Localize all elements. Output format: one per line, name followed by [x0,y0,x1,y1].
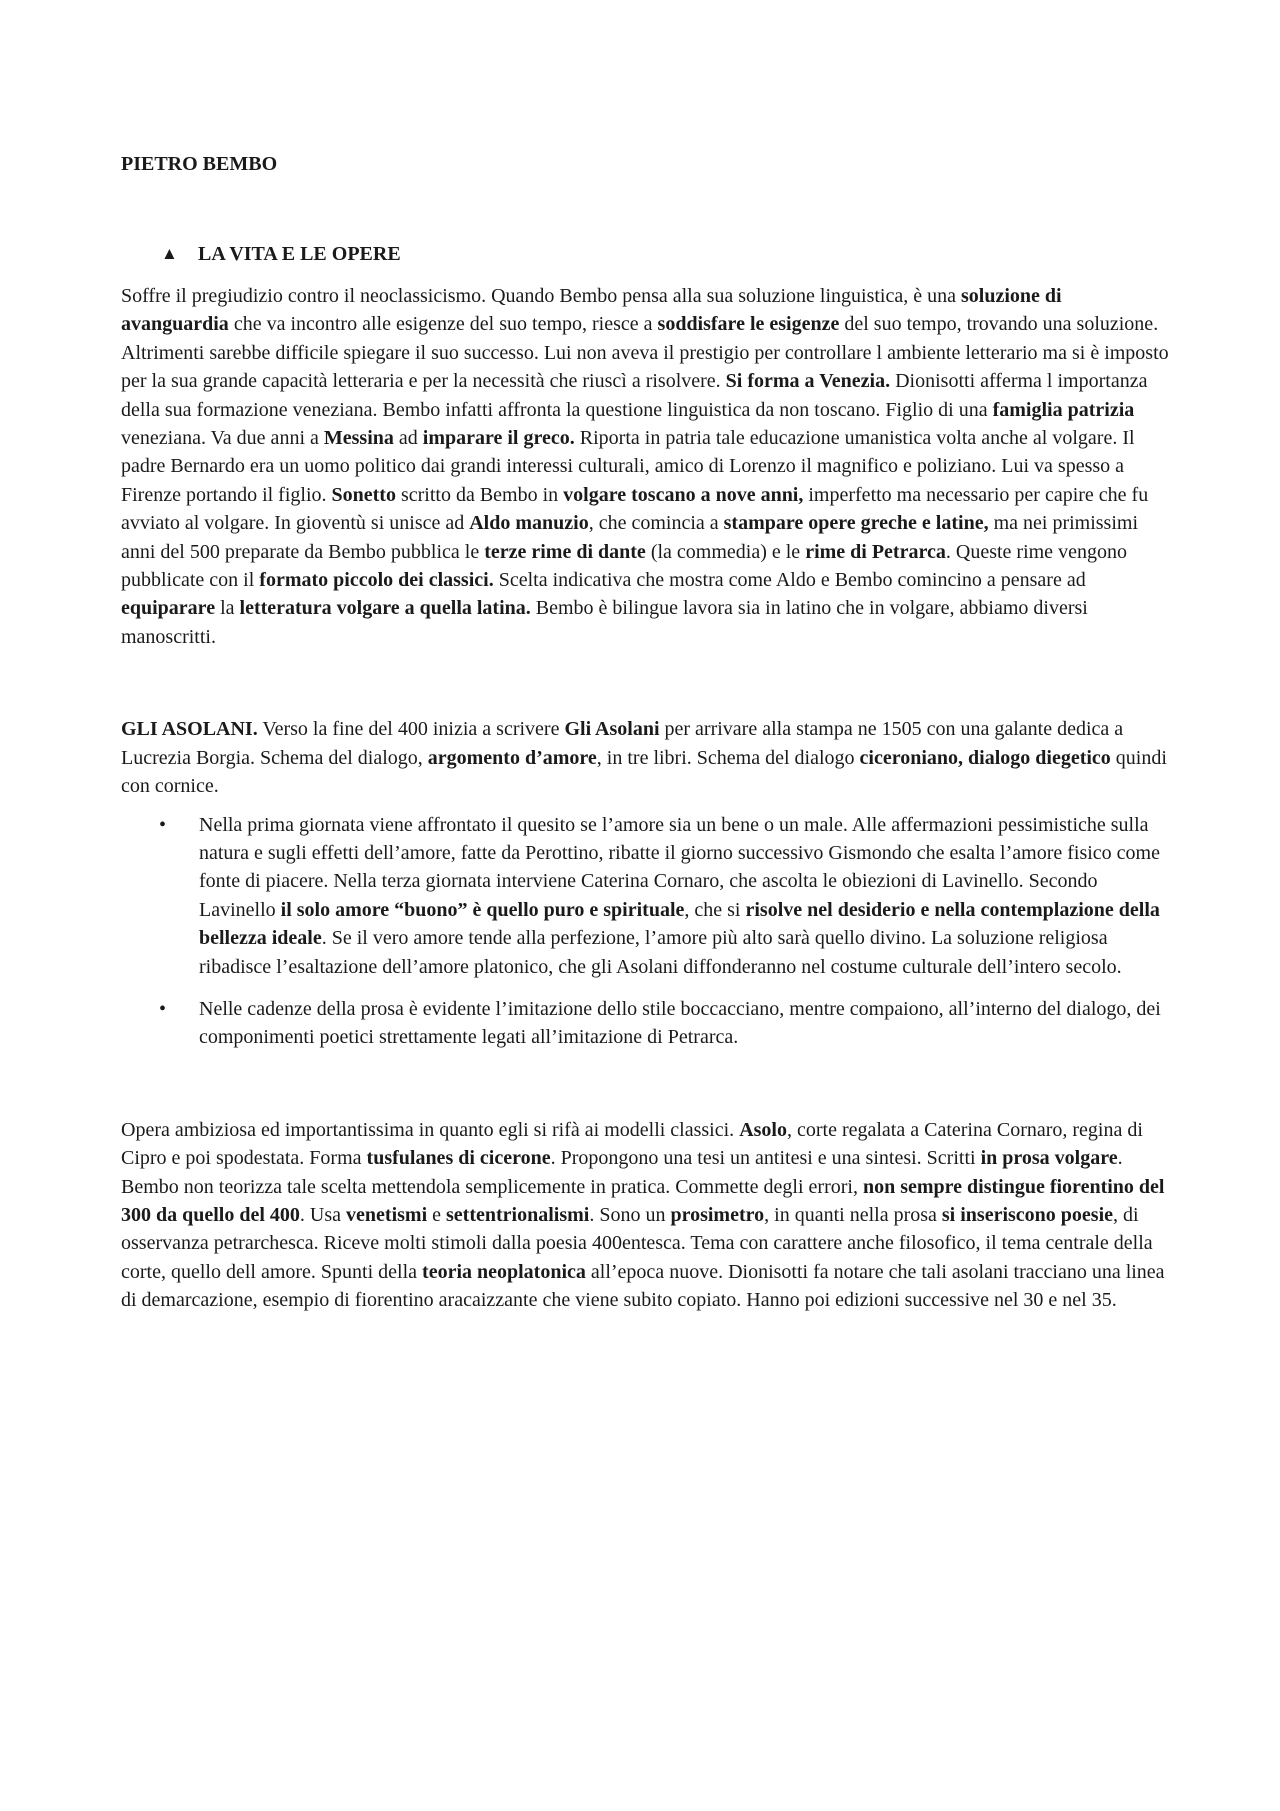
text-run: Scelta indicativa che mostra come Aldo e Bembo comincino a pensare ad [493,569,1086,592]
section-heading [161,240,1172,268]
text-run: Soffre il pregiudizio contro il neoclassicismo. Quando Bembo pensa alla sua soluzione linguistica, è una [121,285,961,307]
bold-text: non sempre distingue fiorentino del 300 da quello del 400 [121,1175,1165,1226]
list-item [121,995,1172,1052]
bold-text: formato piccolo dei classici. [259,569,494,592]
text-run: Nella prima giornata viene affrontato il quesito se l’amore sia un bene o un male. Alle affermazioni pessimistiche sulla natura e sugli effetti dell’amore, fatte da Perottino, ribatte il giorno successivo Gismondo che esalta l’amore fisico come fonte di piacere. Nella terza giornata interviene Caterina Cornaro, che ascolta le obiezioni di Lavinello. Secondo Lavinello [199,813,1160,921]
text-run: che va incontro alle esigenze del suo tempo, riesce a [228,313,658,336]
text-run: (la commedia) e le [645,540,806,563]
text-run: Riporta in patria tale educazione umanistica volta anche al volgare. Il padre Bernardo era un uomo politico dai grandi interessi culturali, amico di Lorenzo il magnifico e poliziano. Lui va spesso a Firenze portando il figlio. [121,427,1135,506]
text-run: quindi con cornice. [121,746,1167,798]
text-run: . Propongono una tesi un antitesi e una sintesi. Scritti [550,1147,981,1170]
bold-text: il solo amore “buono” è quello puro e spirituale [280,898,685,921]
text-run: all’epoca nuove. Dionisotti fa notare che tali asolani tracciano una linea di demarcazione, esempio di fiorentino aracaizzante che viene subito copiato. Hanno poi edizioni successive nel 30 e nel 35. [121,1260,1165,1312]
bold-text: soluzione di avanguardia [121,285,1062,336]
bold-text: Asolo [739,1118,787,1141]
paragraph-vita-opere [121,282,1172,651]
bold-text: in prosa volgare [980,1147,1118,1170]
text-run: imperfetto ma necessario per capire che fu avviato al volgare. In gioventù si unisce ad [121,483,1149,535]
bold-text: equiparare [121,597,216,620]
bold-text: GLI ASOLANI. [121,718,258,741]
bold-text: risolve nel desiderio e nella contemplazione della bellezza ideale [199,898,1160,950]
text-run: . Usa [299,1203,347,1226]
section-heading-text: LA VITA E LE OPERE [198,243,401,265]
text-run: veneziana. Va due anni a [121,427,324,450]
bold-text: ciceroniano, dialogo diegetico [859,746,1111,769]
bold-text: Messina [323,427,394,450]
list-item [121,811,1172,981]
text-run: , che comincia a [588,512,724,535]
text-run: e [427,1203,447,1226]
bold-text: venetismi [346,1203,428,1226]
text-run: . Sono un [589,1203,671,1226]
document-title: PIETRO BEMBO [121,153,278,175]
text-run: Bembo è bilingue lavora sia in latino che in volgare, abbiamo diversi manoscritti. [121,597,1088,648]
bold-text: Aldo manuzio [469,512,589,535]
text-run: ma nei primissimi anni del 500 preparate da Bembo pubblica le [121,512,1139,563]
bold-text: letteratura volgare a quella latina. [239,597,531,620]
list-item-text [199,814,1160,978]
bold-text: Sonetto [331,483,396,506]
text-run: scritto da Bembo in [395,483,564,506]
bold-text: Gli Asolani [564,718,660,741]
bullet-dot-icon: • [159,997,167,1020]
text-run: . Se il vero amore tende alla perfezione, l’amore più alto sarà quello divino. La soluzione religiosa ribadisce l’esaltazione dell’amore platonico, che gli Asolani diffonderanno nel costume culturale dell’intero secolo. [199,927,1122,978]
bold-text: rime di Petrarca [805,540,946,563]
asolani-bullet-list [121,811,1172,1052]
bold-text: terze rime di dante [484,540,646,563]
bold-text: teoria neoplatonica [422,1260,586,1283]
bold-text: volgare toscano a nove anni, [563,483,804,506]
triangle-bullet-icon: ▲ [161,244,178,263]
text-run: , che si [684,898,746,921]
bold-text: settentrionalismi [446,1203,590,1226]
text-run: ad [393,427,423,450]
bold-text: famiglia patrizia [992,398,1135,421]
bold-text: argomento d’amore [427,746,597,769]
bold-text: prosimetro [670,1203,765,1226]
text-run: , di osservanza petrarchesca. Riceve molti stimoli dalla poesia 400entesca. Tema con carattere anche filosofico, il tema centrale della corte, quello dell amore. Spunti della [121,1203,1153,1283]
bold-text: stampare opere greche e latine, [723,512,989,535]
text-run: Nelle cadenze della prosa è evidente l’imitazione dello stile boccacciano, mentre compaiono, all’interno del dialogo, dei componimenti poetici strettamente legati all’imitazione di Petrarca. [199,997,1161,1049]
paragraph-asolani-intro [121,715,1172,800]
bold-text: si inseriscono poesie [941,1203,1114,1226]
bold-text: tusfulanes di cicerone [366,1147,551,1170]
text-run: Opera ambiziosa ed importantissima in quanto egli si rifà ai modelli classici. [121,1118,740,1141]
bold-text: Si forma a Venezia. [725,370,891,393]
text-run: . Bembo non teorizza tale scelta mettendola semplicemente in pratica. Commette degli errori, [121,1147,1123,1198]
list-item-text [199,998,1161,1048]
text-run: per arrivare alla stampa ne 1505 con una galante dedica a Lucrezia Borgia. Schema del dialogo, [121,718,1124,769]
paragraph-opera-ambiziosa [121,1116,1172,1315]
text-run: , in quanti nella prosa [764,1203,942,1226]
text-run: del suo tempo, trovando una soluzione. Altrimenti sarebbe difficile spiegare il suo successo. Lui non aveva il prestigio per controllare l ambiente letterario ma si è imposto per la sua grande capacità letteraria e per la necessità che riuscì a risolvere. [121,313,1169,393]
text-run: , in tre libri. Schema del dialogo [596,746,860,769]
text-run: . Queste rime vengono pubblicate con il [121,540,1127,592]
text-run: la [215,597,240,620]
bold-text: soddisfare le esigenze [657,313,840,336]
bullet-dot-icon: • [159,813,167,836]
text-run: , corte regalata a Caterina Cornaro, regina di Cipro e poi spodestata. Forma [121,1118,1143,1170]
bold-text: imparare il greco. [422,427,575,450]
text-run: Verso la fine del 400 inizia a scrivere [257,718,565,741]
text-run: Dionisotti afferma l importanza della sua formazione veneziana. Bembo infatti affronta la questione linguistica da non toscano. Figlio di una [121,370,1148,421]
